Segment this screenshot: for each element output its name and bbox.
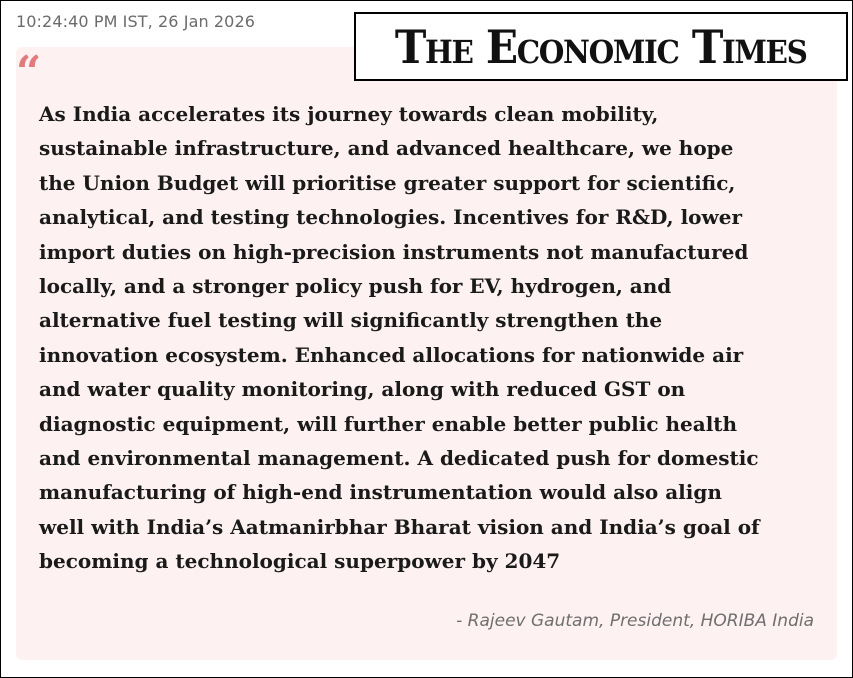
quote-line: alternative fuel testing will significantly strengthen the (39, 308, 663, 333)
quote-line: well with India’s Aatmanirbhar Bharat vision and India’s goal of (39, 514, 760, 539)
quote-body (39, 97, 829, 579)
publication-logo-text: The Economic Times (395, 19, 807, 74)
quote-line: innovation ecosystem. Enhanced allocations for nationwide air (39, 342, 744, 367)
quote-line: manufacturing of high-end instrumentation would also align (39, 480, 722, 505)
quote-line: sustainable infrastructure, and advanced healthcare, we hope (39, 136, 734, 161)
quote-line: and environmental management. A dedicated push for domestic (39, 446, 759, 471)
timestamp: 10:24:40 PM IST, 26 Jan 2026 (16, 12, 256, 31)
quote-line: the Union Budget will prioritise greater support for scientific, (39, 170, 736, 195)
quote-line: and water quality monitoring, along with reduced GST on (39, 377, 686, 402)
quote-mark-icon: “ (16, 47, 42, 98)
quote-line: As India accelerates its journey towards clean mobility, (39, 102, 659, 126)
quote-line: diagnostic equipment, will further enable better public health (39, 411, 738, 436)
quote-attribution: - Rajeev Gautam, President, HORIBA India (456, 611, 814, 631)
publication-logo (354, 12, 848, 81)
quote-line: analytical, and testing technologies. Incentives for R&D, lower (39, 205, 742, 230)
quote-line: import duties on high-precision instruments not manufactured (39, 239, 749, 264)
quote-line: becoming a technological superpower by 2047 (39, 549, 561, 574)
quote-line: locally, and a stronger policy push for EV, hydrogen, and (39, 274, 672, 299)
